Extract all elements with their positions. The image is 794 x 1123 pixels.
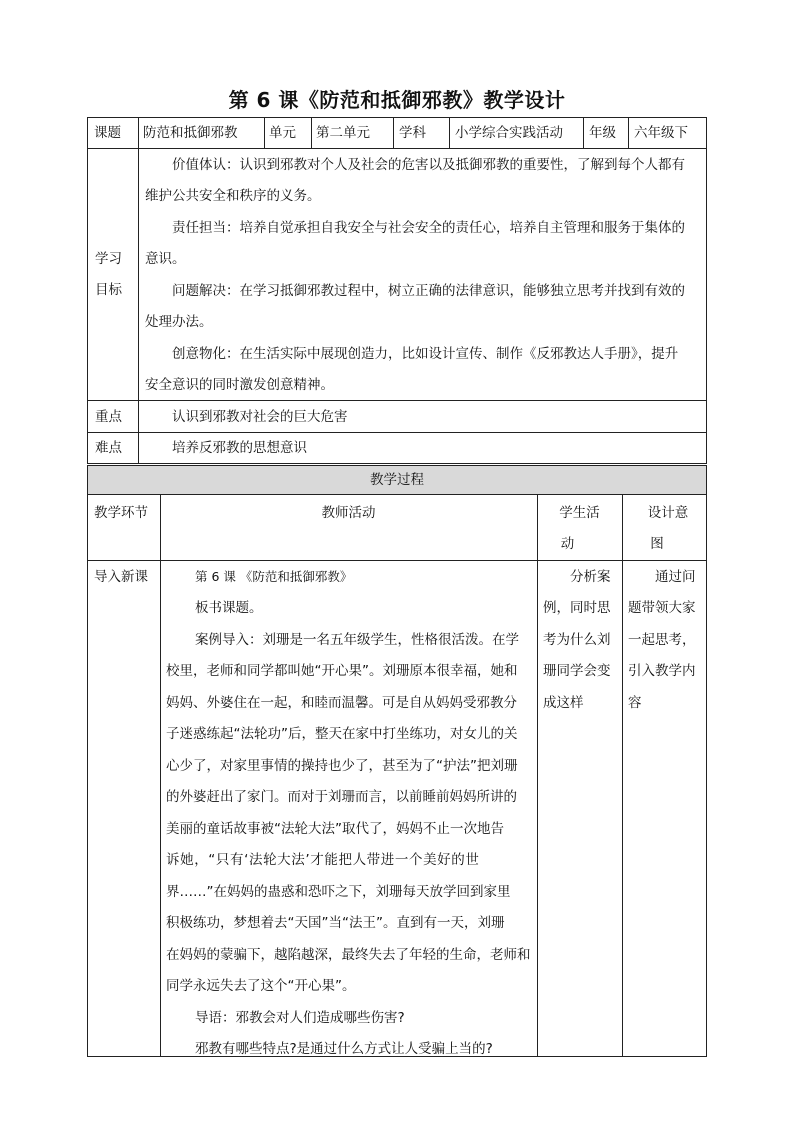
objective-creativity: 创意物化：在生活实际中展现创造力，比如设计宣传、制作《反邪教达人手册》，提升 [172, 346, 679, 362]
objectives-label: 学习 [95, 251, 122, 267]
grade-label: 年级 [589, 125, 616, 141]
table-border [87, 117, 707, 118]
table-border [311, 117, 312, 148]
case-line: 诉她，“只有‘法轮大法’才能把人带进一个美好的世 [166, 852, 480, 868]
key-point-label: 重点 [95, 409, 122, 425]
table-border [87, 400, 707, 401]
case-line: 美丽的童话故事被“法轮大法”取代了，妈妈不止一次地告 [166, 821, 504, 837]
table-border [706, 494, 707, 1057]
subject-value: 小学综合实践活动 [455, 125, 563, 141]
table-border [87, 117, 88, 463]
design-intent-line: 题带领大家 [628, 600, 696, 616]
table-border [537, 494, 538, 1057]
student-activity-line: 珊同学会变 [543, 663, 611, 679]
objective-problem-solving: 问题解决：在学习抵御邪教过程中，树立正确的法律意识，能够独立思考并找到有效的 [172, 283, 685, 299]
column-header-stage: 教学环节 [94, 505, 148, 521]
objective-responsibility: 责任担当：培养自觉承担自我安全与社会安全的责任心，培养自主管理和服务于集体的 [172, 220, 685, 236]
table-border [622, 494, 623, 1057]
difficulty-label: 难点 [95, 440, 122, 456]
table-border [87, 465, 707, 466]
difficulty-value: 培养反邪教的思想意识 [172, 440, 307, 456]
objective-value-recognition: 价值体认：认识到邪教对个人及社会的危害以及抵御邪教的重要性，了解到每个人都有 [172, 157, 685, 173]
design-intent-line: 一起思考， [628, 632, 696, 648]
topic-label: 课题 [94, 125, 121, 141]
document-title: 第 6 课《防范和抵御邪教》教学设计 [228, 88, 566, 112]
guide-text: 导语：邪教会对人们造成哪些伤害? [195, 1010, 405, 1026]
case-line: 妈妈、外婆住在一起，和睦而温馨。可是自从妈妈受邪教分 [166, 695, 517, 711]
student-activity-line: 成这样 [543, 695, 584, 711]
lesson-heading: 第 6 课 《防范和抵御邪教》 [195, 569, 353, 584]
column-header-student: 学生活 [559, 505, 600, 521]
table-border [87, 432, 707, 433]
unit-value: 第二单元 [316, 125, 370, 141]
grade-value: 六年级下 [634, 125, 688, 141]
table-border [628, 117, 629, 148]
subject-label: 学科 [399, 125, 426, 141]
table-border [87, 494, 88, 1057]
board-text: 板书课题。 [195, 600, 263, 616]
objective-creativity: 安全意识的同时激发创意精神。 [145, 377, 334, 393]
column-header-teacher: 教师活动 [321, 505, 376, 521]
table-border [393, 117, 394, 148]
table-border [87, 463, 707, 464]
student-activity-line: 考为什么刘 [543, 632, 611, 648]
table-border [449, 117, 450, 148]
table-border [706, 117, 707, 463]
table-border [87, 494, 707, 495]
case-line: 积极练功，梦想着去“天国”当“法王”。直到有一天，刘珊 [166, 915, 505, 931]
table-border [583, 117, 584, 148]
case-line: 的外婆赶出了家门。而对于刘珊而言，以前睡前妈妈所讲的 [166, 789, 517, 805]
case-line: 子迷惑练起“法轮功”后，整天在家中打坐练功，对女儿的关 [166, 726, 518, 742]
key-point-value: 认识到邪教对社会的巨大危害 [172, 409, 348, 425]
design-intent-line: 引入教学内 [628, 663, 696, 679]
objectives-label: 目标 [95, 282, 122, 298]
process-header: 教学过程 [370, 472, 424, 488]
design-intent-line: 通过问 [655, 569, 696, 585]
column-header-student: 动 [560, 536, 575, 552]
design-intent-line: 容 [628, 695, 642, 711]
case-line: 案例导入：刘珊是一名五年级学生，性格很活泼。在学 [195, 632, 519, 648]
column-header-design: 图 [650, 536, 664, 552]
table-border [160, 494, 161, 1057]
objective-value-recognition: 维护公共安全和秩序的义务。 [145, 188, 321, 204]
stage-intro: 导入新课 [94, 569, 148, 585]
case-line: 同学永远失去了这个“开心果”。 [166, 978, 356, 994]
student-activity-line: 分析案 [570, 569, 611, 585]
case-line: 心少了，对家里事情的操持也少了，甚至为了“护法”把刘珊 [166, 758, 518, 774]
table-border [138, 117, 139, 463]
case-line: 校里，老师和同学都叫她“开心果”。刘珊原本很幸福，她和 [166, 663, 518, 679]
student-activity-line: 例，同时思 [543, 600, 611, 616]
objective-problem-solving: 处理办法。 [145, 314, 213, 330]
objective-responsibility: 意识。 [145, 251, 186, 267]
case-line: 界……”在妈妈的蛊惑和恐吓之下，刘珊每天放学回到家里 [166, 884, 511, 900]
table-border [87, 560, 707, 561]
unit-label: 单元 [269, 125, 296, 141]
column-header-design: 设计意 [647, 505, 689, 521]
table-border [264, 117, 265, 148]
topic-value: 防范和抵御邪教 [143, 125, 238, 141]
case-line: 在妈妈的蒙骗下，越陷越深，最终失去了年轻的生命，老师和 [166, 947, 531, 963]
question-text: 邪教有哪些特点?是通过什么方式让人受骗上当的? [195, 1041, 493, 1057]
table-border [87, 148, 707, 149]
